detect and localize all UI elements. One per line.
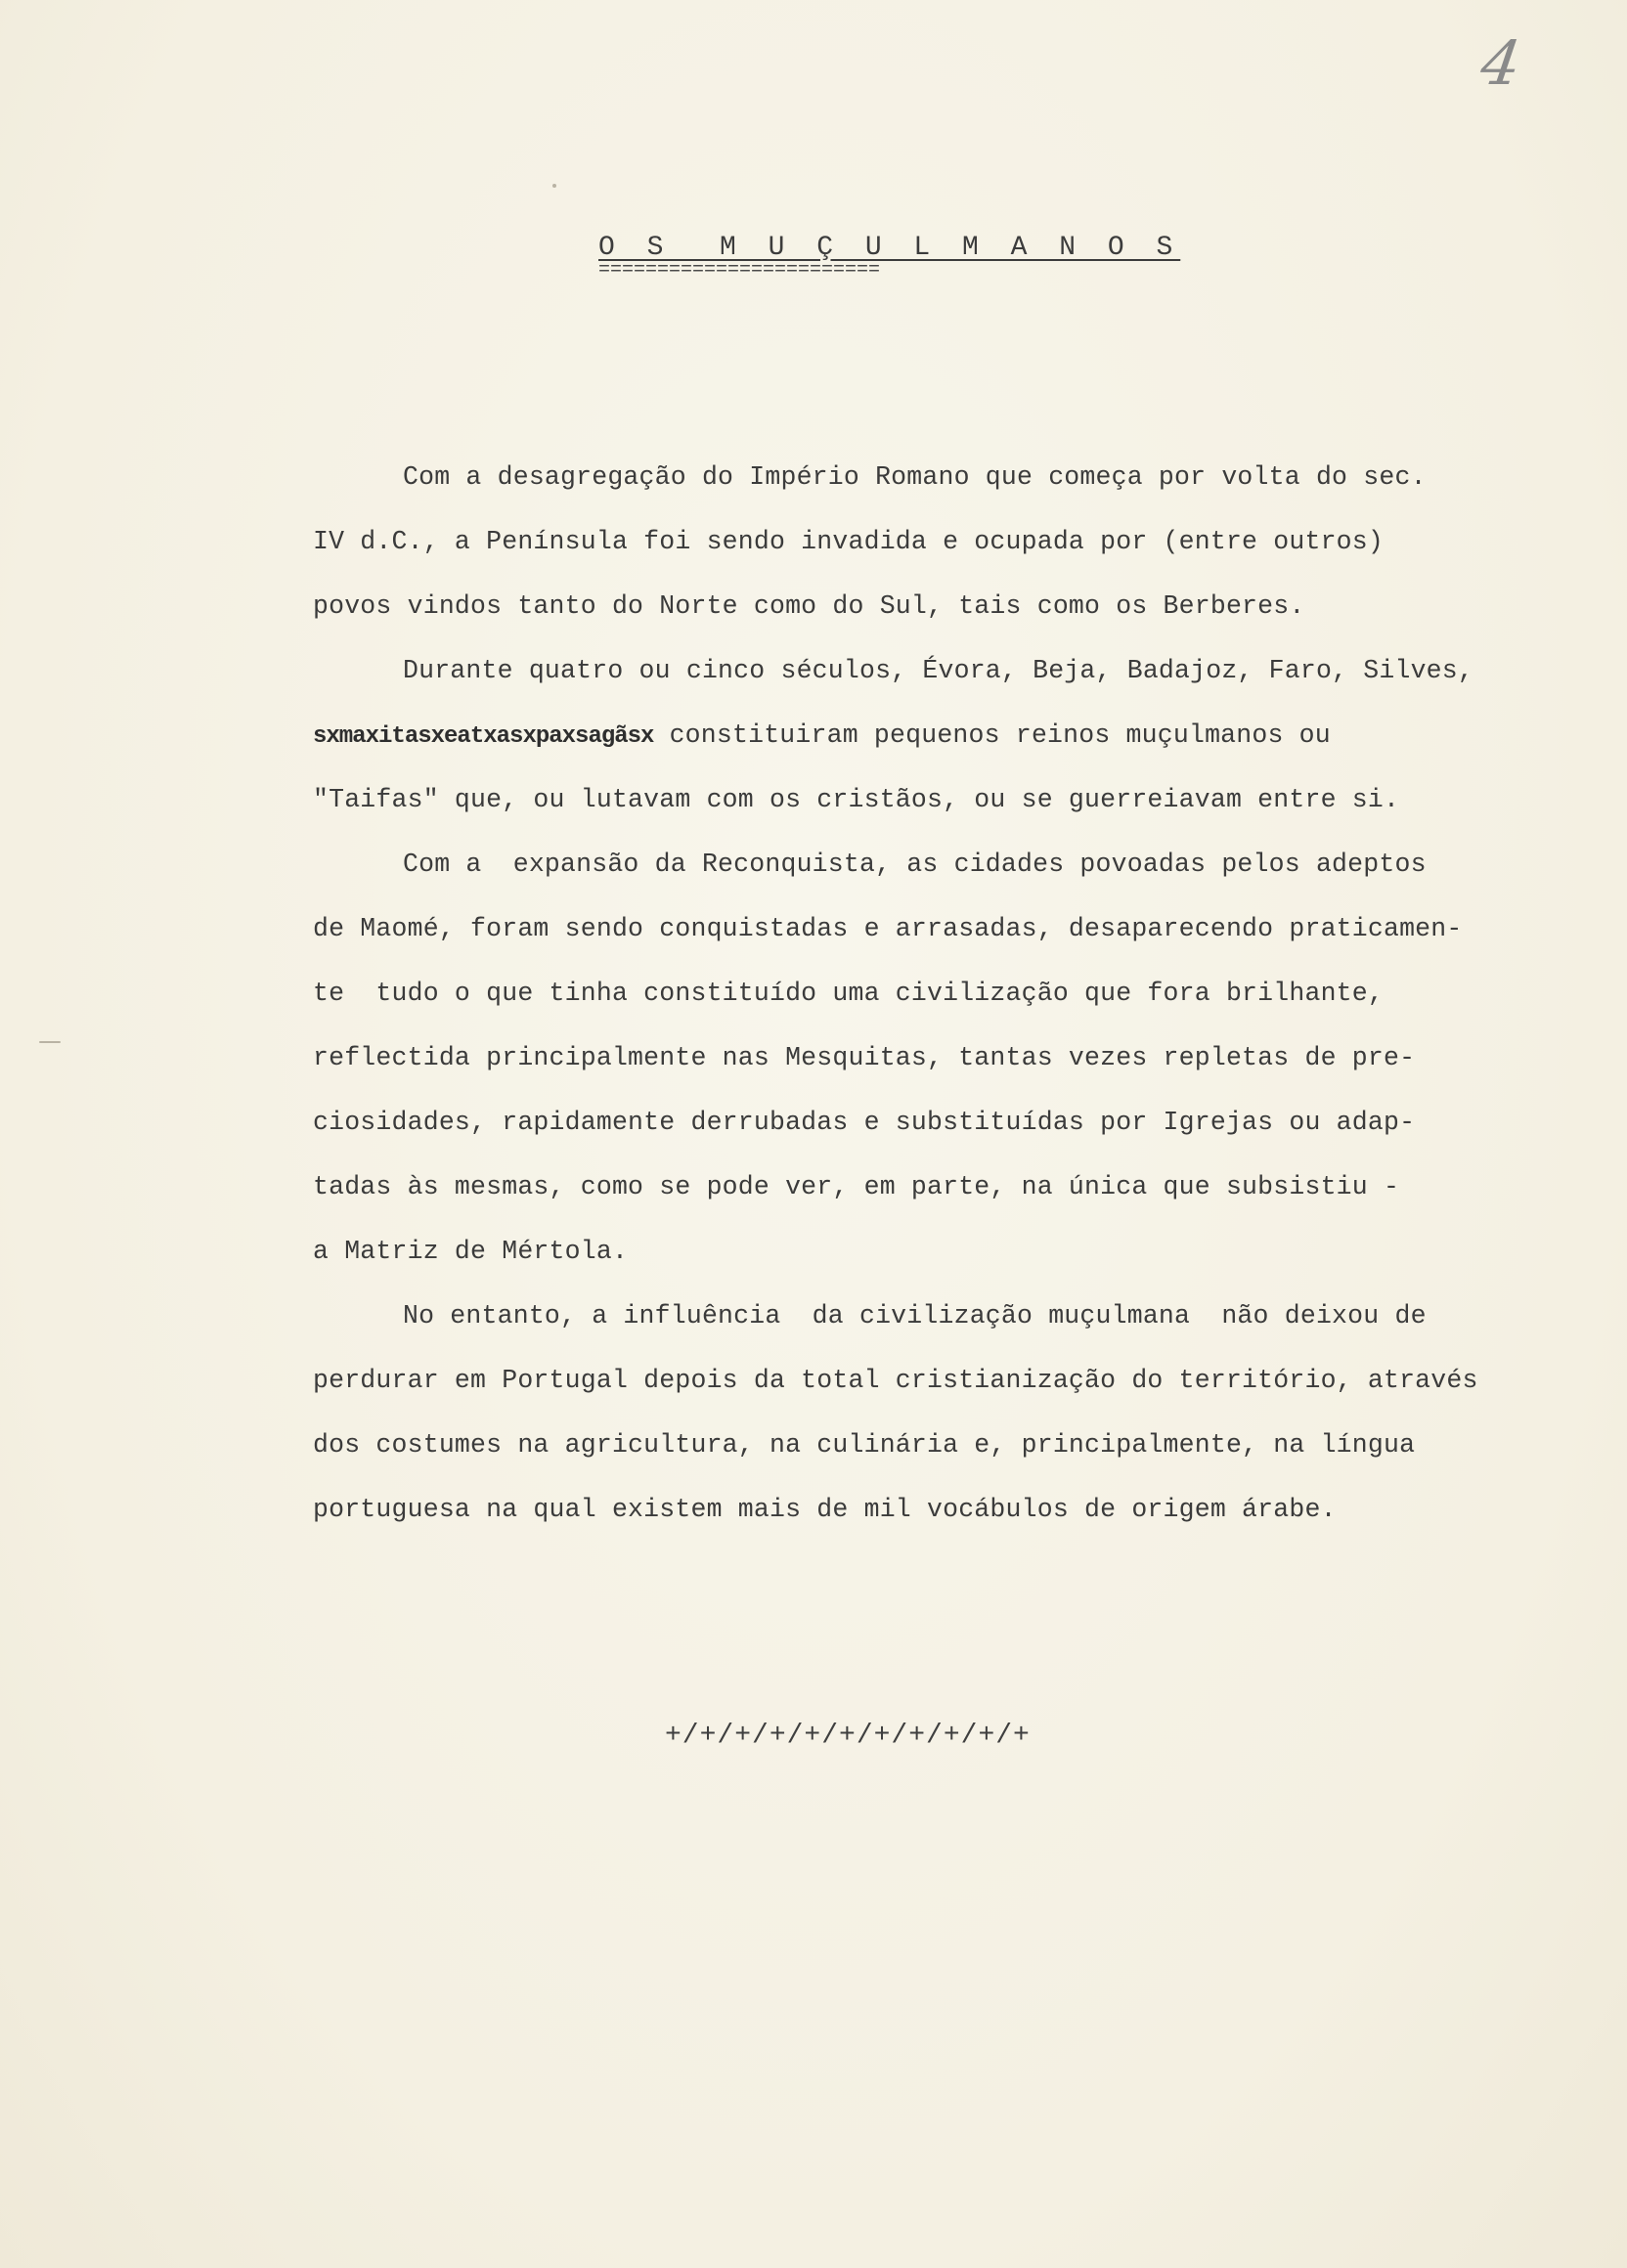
text-line: povos vindos tanto do Norte como do Sul, tais como os Berberes.: [313, 591, 1305, 621]
struck-out-text: sxmaxitasxeatxasxpaxsagãsx: [313, 723, 654, 750]
paper-speck: [552, 184, 556, 188]
body-text: [313, 445, 1564, 1542]
page-number: 4: [1476, 27, 1525, 99]
document-title: O S M U Ç U L M A N O S: [598, 233, 1181, 263]
text-line: de Maomé, foram sendo conquistadas e arrasadas, desaparecendo praticamen-: [313, 914, 1463, 943]
text-line: perdurar em Portugal depois da total cristianização do território, através: [313, 1366, 1478, 1395]
ending-ornament: +/+/+/+/+/+/+/+/+/+/+: [665, 1721, 1031, 1751]
text-line: "Taifas" que, ou lutavam com os cristãos, ou se guerreiavam entre si.: [313, 785, 1400, 814]
text-line: reflectida principalmente nas Mesquitas, tantas vezes repletas de pre-: [313, 1043, 1416, 1072]
text-line: No entanto, a influência da civilização muçulmana não deixou de: [403, 1301, 1427, 1330]
text-line: Com a expansão da Reconquista, as cidades povoadas pelos adeptos: [403, 850, 1427, 879]
text-line: dos costumes na agricultura, na culinária e, principalmente, na língua: [313, 1430, 1416, 1460]
paper-speck: [39, 1041, 61, 1043]
text-line: te tudo o que tinha constituído uma civilização que fora brilhante,: [313, 979, 1384, 1008]
text-line: tadas às mesmas, como se pode ver, em parte, na única que subsistiu -: [313, 1172, 1400, 1201]
text-line: IV d.C., a Península foi sendo invadida e ocupada por (entre outros): [313, 527, 1384, 556]
text-line: Com a desagregação do Império Romano que começa por volta do sec.: [403, 462, 1427, 492]
text-fragment: constituiram pequenos reinos muçulmanos ou: [669, 720, 1331, 750]
title-block: [598, 233, 1181, 278]
title-double-rule: ========================: [598, 264, 881, 278]
text-line: a Matriz de Mértola.: [313, 1237, 629, 1266]
text-line-with-strikeout: [313, 703, 1564, 767]
text-line: ciosidades, rapidamente derrubadas e substituídas por Igrejas ou adap-: [313, 1108, 1416, 1137]
text-line: Durante quatro ou cinco séculos, Évora, Beja, Badajoz, Faro, Silves,: [403, 656, 1473, 685]
text-line: portuguesa na qual existem mais de mil vocábulos de origem árabe.: [313, 1495, 1337, 1524]
